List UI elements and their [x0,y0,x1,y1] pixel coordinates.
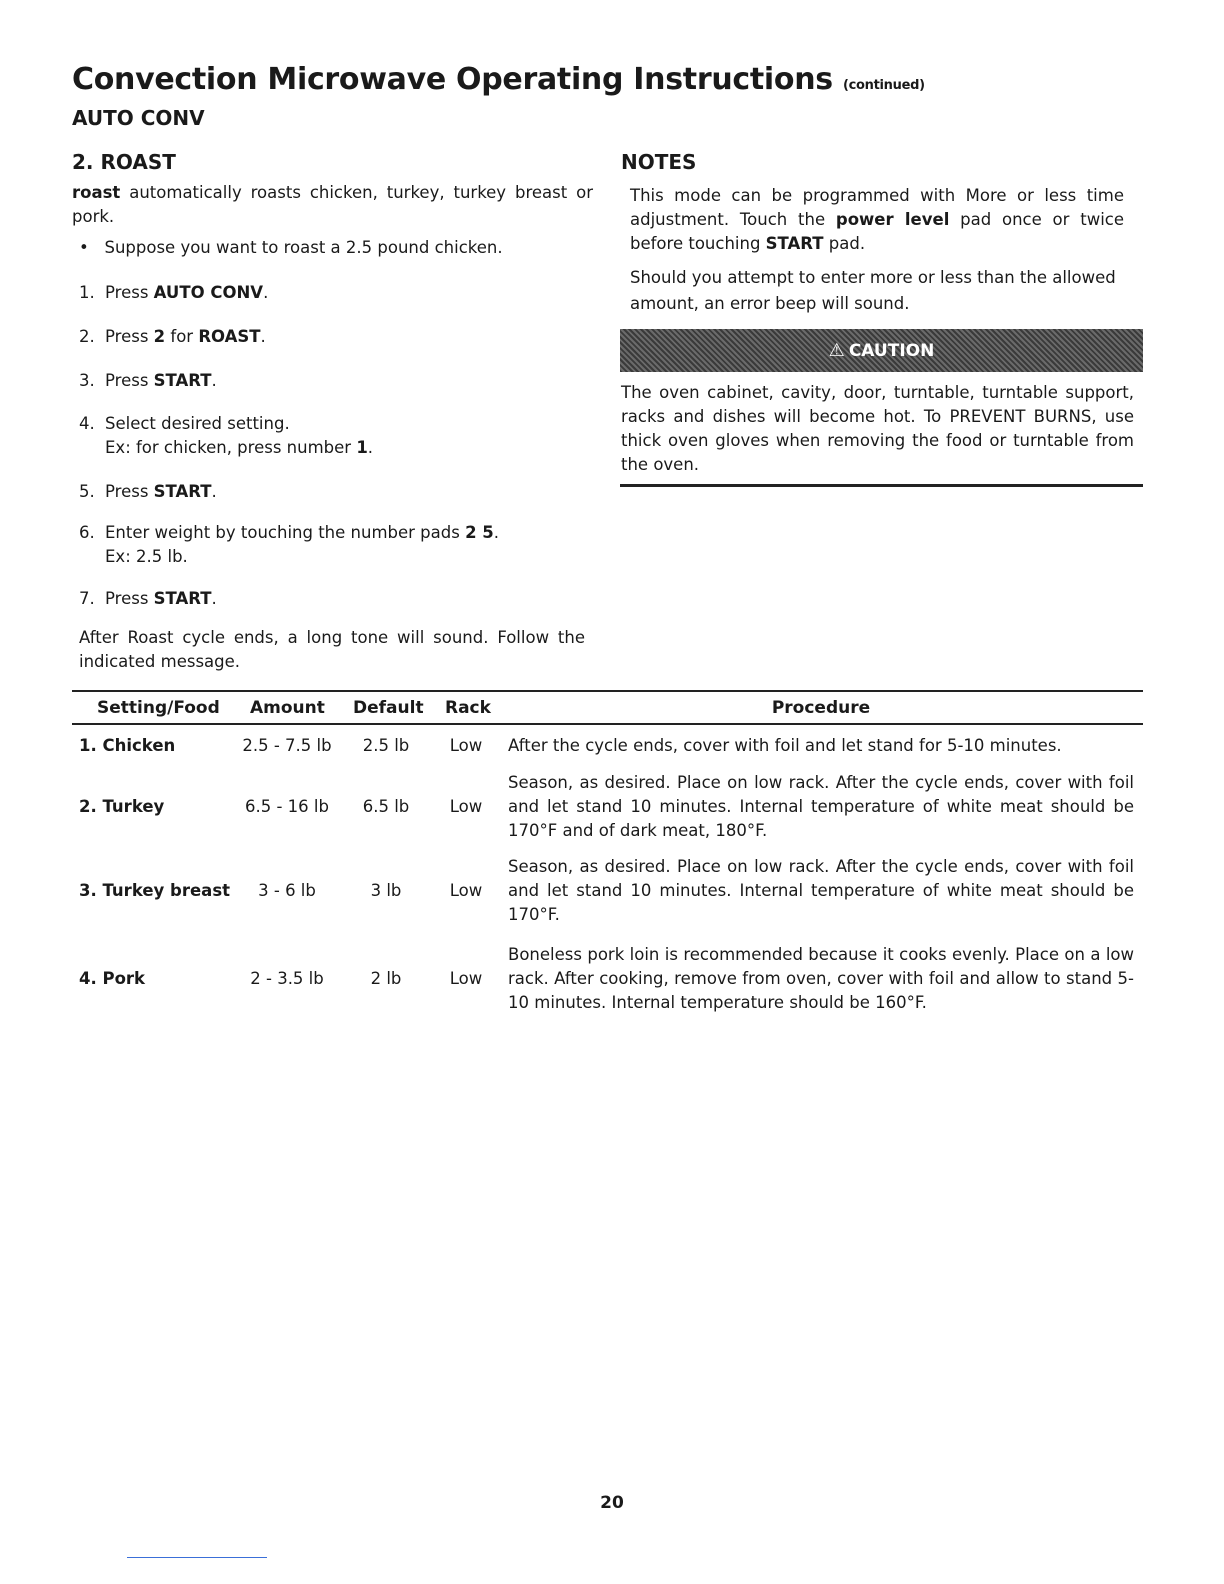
caution-text: The oven cabinet, cavity, door, turntable, turntable support, racks and dishes will become hot. To PREVENT BURNS, use thick oven gloves when removing the food or turntable from the oven. [621,383,1134,474]
step-4 [79,412,373,460]
step-key: 2 [153,327,166,346]
table-header-rule [72,723,1143,725]
step-text-end: . [211,371,217,390]
roast-heading: 2. ROAST [72,150,176,174]
row-default: 6.5 lb [362,797,410,816]
row-amount: 3 - 6 lb [258,881,316,900]
step-number: 4. [79,414,95,433]
step-key: 2 5 [465,523,494,542]
step-number: 2. [79,327,95,346]
row-rack: Low [449,797,483,816]
col-header-procedure: Procedure [771,698,871,718]
step-example-text: Ex: 2.5 lb. [105,547,188,566]
page-number: 20 [600,1493,624,1513]
caution-banner [620,329,1143,372]
step-number: 1. [79,283,95,302]
step-text: Enter weight by touching the number pads [105,523,466,542]
step-text-end: . [493,523,500,542]
step-text-end: . [211,482,217,501]
step-3 [79,369,217,393]
notes-key-power-level: power level [835,210,950,229]
row-food: 2. Turkey [79,797,165,816]
page-title [72,62,925,97]
step-example [79,436,373,460]
step-example-end: . [367,438,374,457]
col-header-default: Default [353,698,424,718]
notes-text: This mode can be programmed with More or less time adjustment. Touch the [630,186,1124,229]
step-7 [79,587,217,611]
notes-key-start: START [765,234,824,253]
step-text: Press [105,327,154,346]
col-header-amount: Amount [250,698,325,718]
step-text-mid: for [165,327,199,346]
roast-intro [72,181,593,229]
caution-divider [620,484,1143,487]
title-suffix: (continued) [842,78,925,93]
caution-label: CAUTION [848,340,935,361]
warning-icon: ⚠ [828,340,845,361]
step-1 [79,281,268,305]
row-rack: Low [449,881,483,900]
row-default: 3 lb [370,881,402,900]
row-rack: Low [449,969,483,988]
step-text-end: . [260,327,266,346]
section-subtitle: AUTO CONV [72,106,205,130]
step-example [79,545,499,569]
roast-intro-text: automatically roasts chicken, turkey, turkey breast or pork. [72,183,593,226]
after-roast-text: After Roast cycle ends, a long tone will sound. Follow the indicated message. [79,628,585,671]
notes-paragraph-1 [630,184,1124,256]
row-amount: 2 - 3.5 lb [250,969,324,988]
step-text: Press [105,482,154,501]
row-food: 4. Pork [79,969,146,988]
notes-paragraph-2: Should you attempt to enter more or less than the allowed amount, an error beep will sound. [630,268,1116,313]
row-procedure: Season, as desired. Place on low rack. After the cycle ends, cover with foil and let stand 10 minutes. Internal temperature of white meat should be 170°F. [508,857,1134,924]
table-top-rule [72,690,1143,692]
bullet-text: Suppose you want to roast a 2.5 pound chicken. [104,238,503,257]
step-number: 7. [79,589,95,608]
step-text: Select desired setting. [105,414,290,433]
step-key-2: ROAST [198,327,261,346]
row-amount: 2.5 - 7.5 lb [242,736,332,755]
notes-heading: NOTES [621,150,697,174]
step-key: START [153,371,212,390]
step-text: Press [105,371,154,390]
step-2 [79,325,266,349]
title-text: Convection Microwave Operating Instructions [72,62,833,97]
step-example-text: Ex: for chicken, press number [105,438,357,457]
row-default: 2.5 lb [362,736,410,755]
step-number: 3. [79,371,95,390]
col-header-rack: Rack [445,698,491,718]
step-key: AUTO CONV [153,283,264,302]
row-procedure: Season, as desired. Place on low rack. After the cycle ends, cover with foil and let stand 10 minutes. Internal temperature of white meat should be 170°F and of dark meat, 180°F. [508,773,1134,840]
step-number: 5. [79,482,95,501]
notes-text: pad. [823,234,866,253]
step-5 [79,480,217,504]
row-procedure: After the cycle ends, cover with foil and let stand for 5-10 minutes. [508,736,1062,755]
row-procedure: Boneless pork loin is recommended because it cooks evenly. Place on a low rack. After cooking, remove from oven, cover with foil and allow to stand 5-10 minutes. Internal temperature should be 160°F. [508,945,1134,1012]
row-default: 2 lb [370,969,402,988]
row-food: 3. Turkey breast [79,881,231,900]
step-key: START [153,589,212,608]
roast-intro-bold: roast [72,183,121,202]
step-text: Press [105,589,154,608]
step-text: Press [105,283,154,302]
row-food: 1. Chicken [79,736,176,755]
step-number: 6. [79,523,95,542]
bullet-item [79,236,503,260]
step-text-end: . [263,283,269,302]
row-amount: 6.5 - 16 lb [245,797,329,816]
step-example-key: 1 [356,438,368,457]
row-rack: Low [449,736,483,755]
step-6 [79,521,499,569]
notes-text: pad once or twice before touching [630,210,1124,253]
bottom-divider [127,1557,267,1558]
col-header-food: Setting/Food [97,698,220,718]
step-key: START [153,482,212,501]
bullet-dot: • [79,238,89,257]
step-text-end: . [211,589,217,608]
